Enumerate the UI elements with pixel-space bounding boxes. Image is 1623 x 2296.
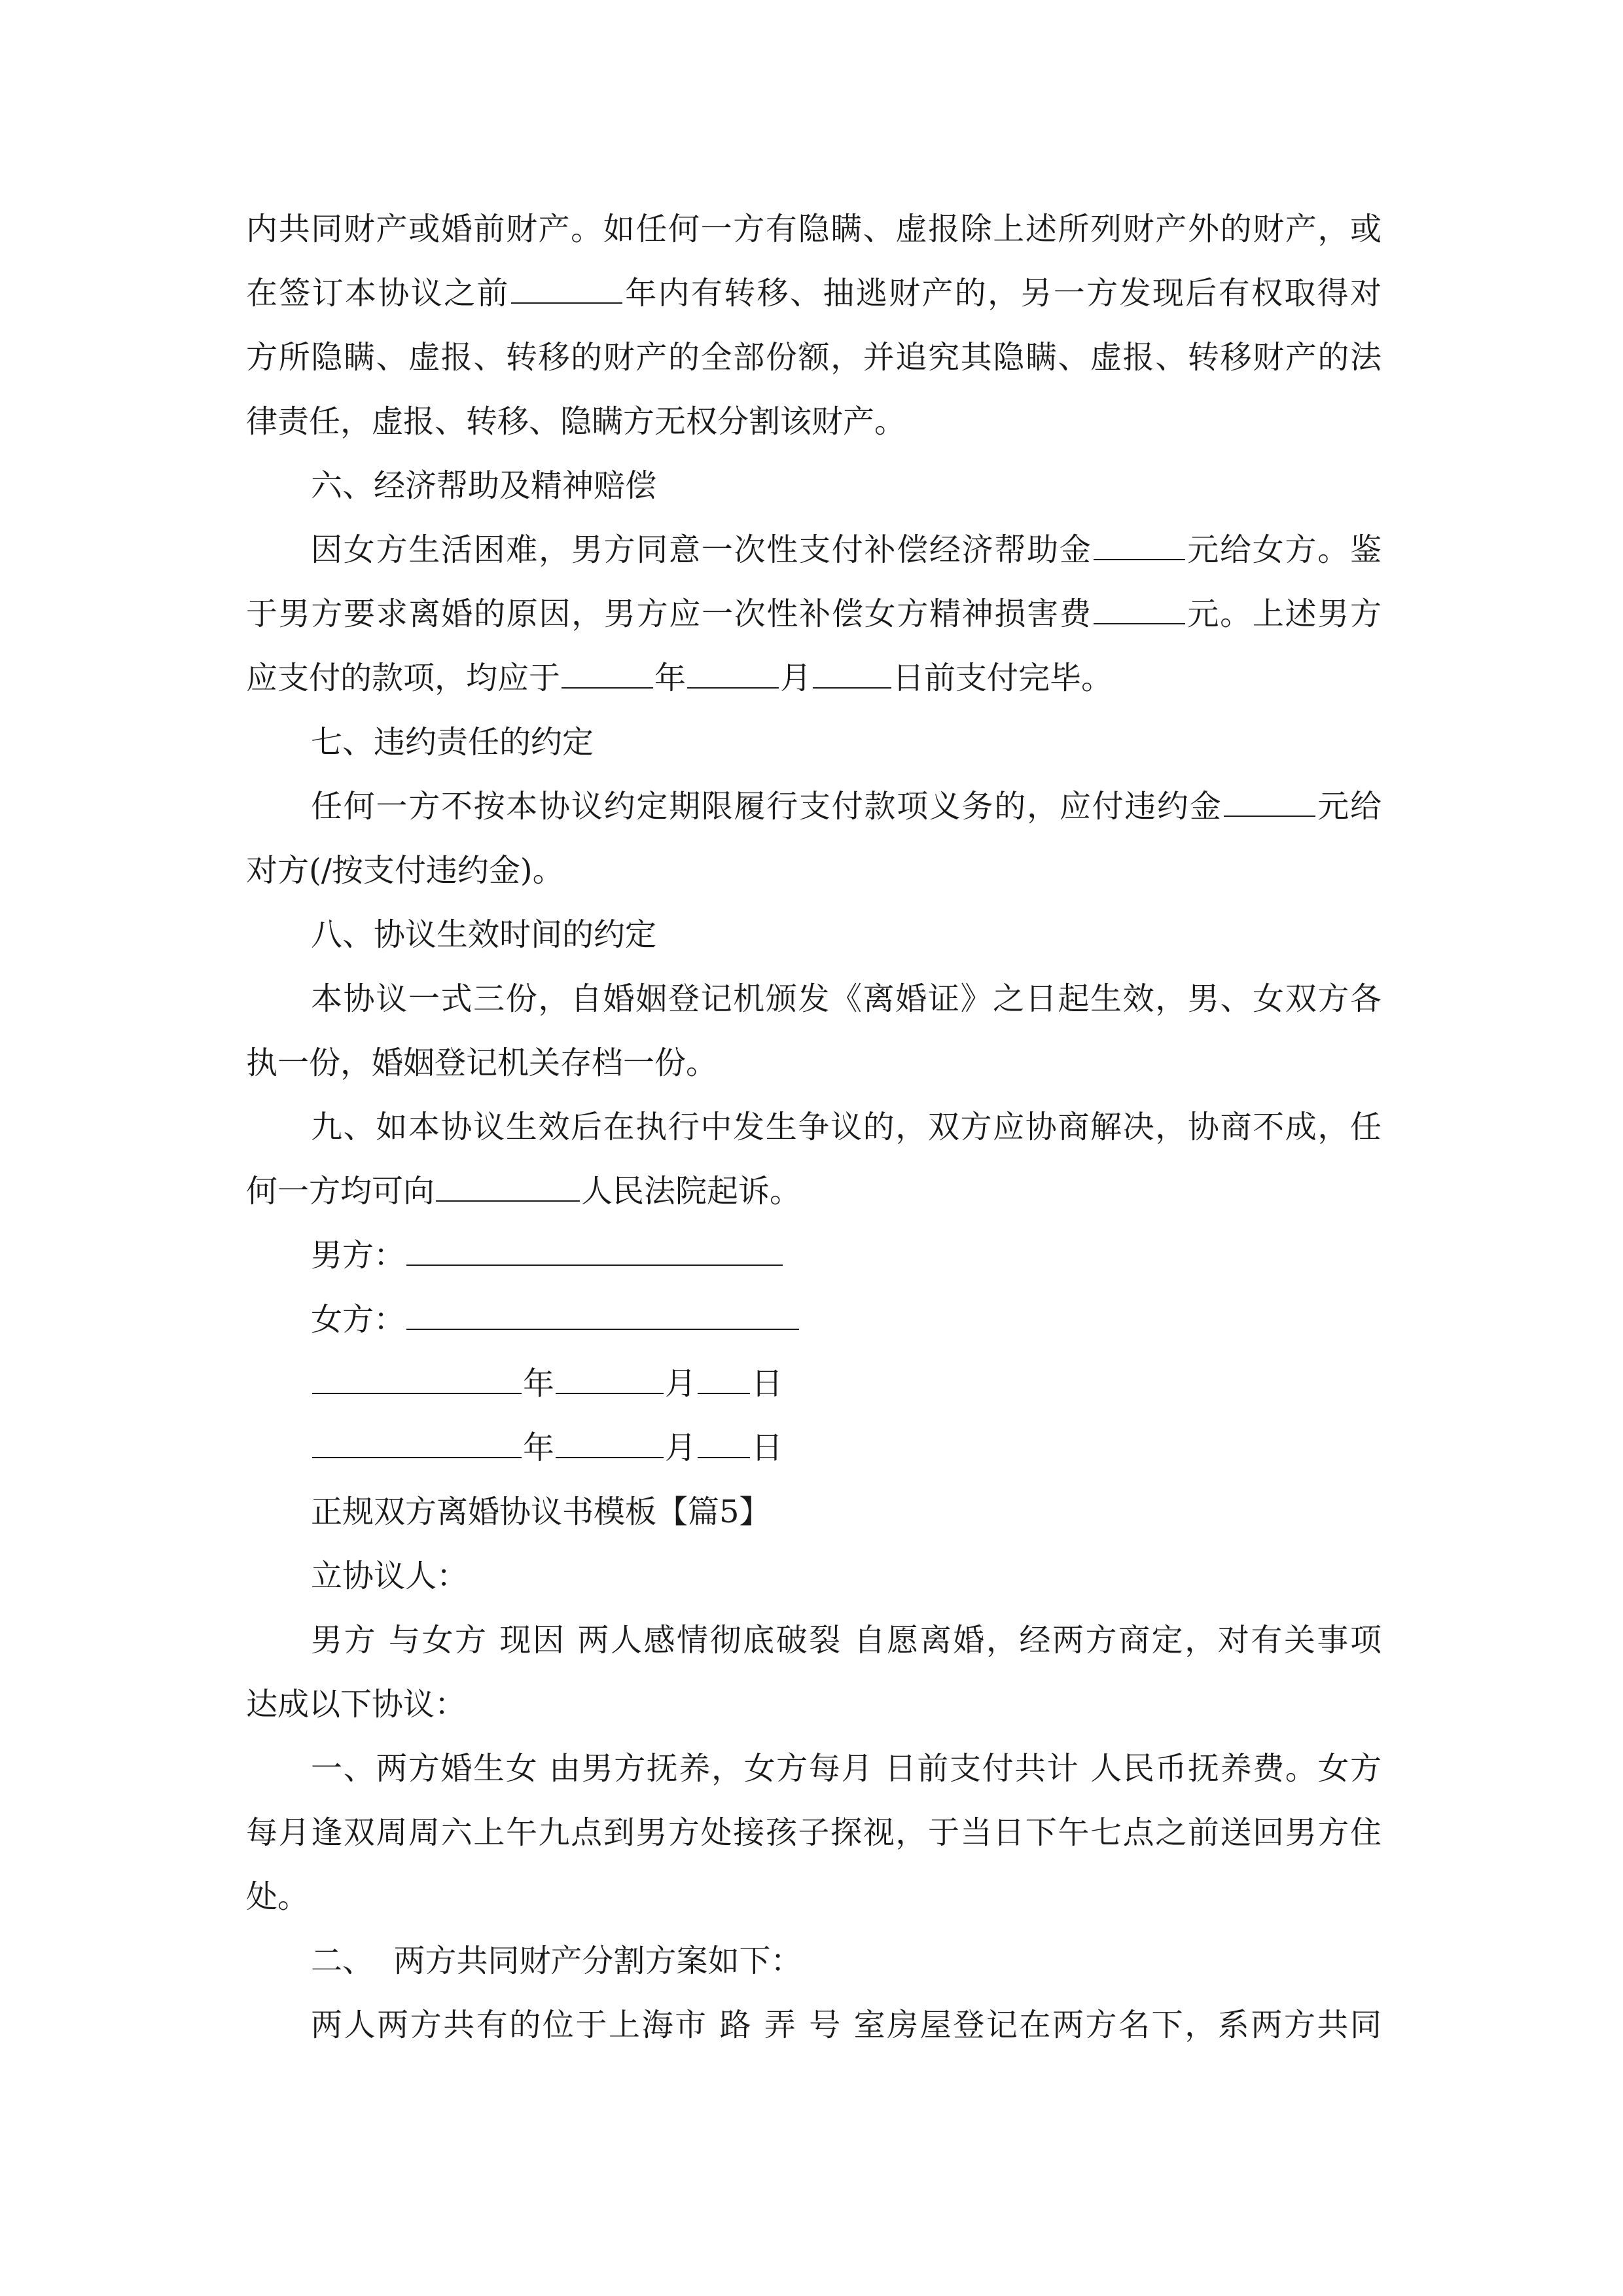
clause-1: 一、两方婚生女 由男方抚养，女方每月 日前支付共计 人民币抚养费。女方 [311, 1750, 1382, 1787]
section-heading-6: 六、经济帮助及精神赔偿 [311, 467, 657, 504]
fill-in-blank [436, 1174, 580, 1202]
body-line-3: 方所隐瞒、虚报、转移的财产的全部份额，并追究其隐瞒、虚报、转移财产的法 [246, 339, 1382, 376]
fill-in-blank [1224, 789, 1315, 817]
body-line-10: 任何一方不按本协议约定期限履行支付款项义务的，应付违约金 元给 [311, 788, 1382, 825]
date-blank [698, 1367, 750, 1394]
male-signature-line: 男方： [311, 1234, 1382, 1276]
date-line-1: 年 月 日 [311, 1363, 1382, 1405]
body-line-27: 处。 [246, 1878, 310, 1915]
fill-in-blank [1094, 533, 1185, 560]
fill-in-blank [511, 276, 622, 304]
fill-in-blank [813, 661, 891, 689]
body-line-8: 应支付的款项，均应于 年 月 日前支付完毕。 [246, 660, 1113, 696]
body-line-23: 男方 与女方 现因 两人感情彻底破裂 自愿离婚，经两方商定，对有关事项 [311, 1622, 1382, 1659]
section-title: 正规双方离婚协议书模板【篇5】 [311, 1494, 771, 1530]
body-line-6: 因女方生活困难，男方同意一次性支付补偿经济帮助金 元给女方。鉴 [311, 531, 1382, 568]
clause-2: 二、 两方共同财产分割方案如下： [311, 1943, 802, 1979]
body-line-2: 在签订本协议之前 年内有转移、抽逃财产的，另一方发现后有权取得对 [246, 275, 1382, 312]
section-heading-7: 七、违约责任的约定 [311, 724, 594, 761]
body-line-26: 每月逢双周周六上午九点到男方处接孩子探视，于当日下午七点之前送回男方住 [246, 1814, 1382, 1851]
parties-label: 立协议人： [311, 1558, 469, 1594]
body-line-7: 于男方要求离婚的原因，男方应一次性补偿女方精神损害费 元。上述男方 [246, 596, 1382, 632]
date-blank [556, 1367, 664, 1394]
date-blank [312, 1431, 522, 1458]
body-line-14: 执一份，婚姻登记机关存档一份。 [246, 1045, 718, 1081]
fill-in-blank [562, 661, 653, 689]
signature-blank [406, 1238, 783, 1266]
body-line-29: 两人两方共有的位于上海市 路 弄 号 室房屋登记在两方名下，系两方共同 [311, 2007, 1382, 2043]
date-blank [556, 1431, 664, 1458]
section-heading-8: 八、协议生效时间的约定 [311, 916, 657, 953]
body-line-13: 本协议一式三份，自婚姻登记机颁发《离婚证》之日起生效，男、女双方各 [311, 980, 1382, 1017]
female-signature-line: 女方： [311, 1299, 1382, 1340]
date-line-2: 年 月 日 [311, 1427, 1382, 1469]
fill-in-blank [1094, 597, 1185, 624]
body-line-1: 内共同财产或婚前财产。如任何一方有隐瞒、虚报除上述所列财产外的财产，或 [246, 211, 1382, 247]
body-line-24: 达成以下协议： [246, 1686, 467, 1723]
section-heading-9: 九、如本协议生效后在执行中发生争议的，双方应协商解决，协商不成，任 [311, 1109, 1382, 1145]
fill-in-blank [687, 661, 779, 689]
body-line-4: 律责任，虚报、转移、隐瞒方无权分割该财产。 [246, 403, 906, 440]
body-line-16: 何一方均可向 人民法院起诉。 [246, 1173, 802, 1210]
date-blank [698, 1431, 750, 1458]
body-line-11: 对方(/按支付违约金)。 [246, 852, 564, 889]
date-blank [312, 1367, 522, 1394]
signature-blank [406, 1302, 799, 1330]
